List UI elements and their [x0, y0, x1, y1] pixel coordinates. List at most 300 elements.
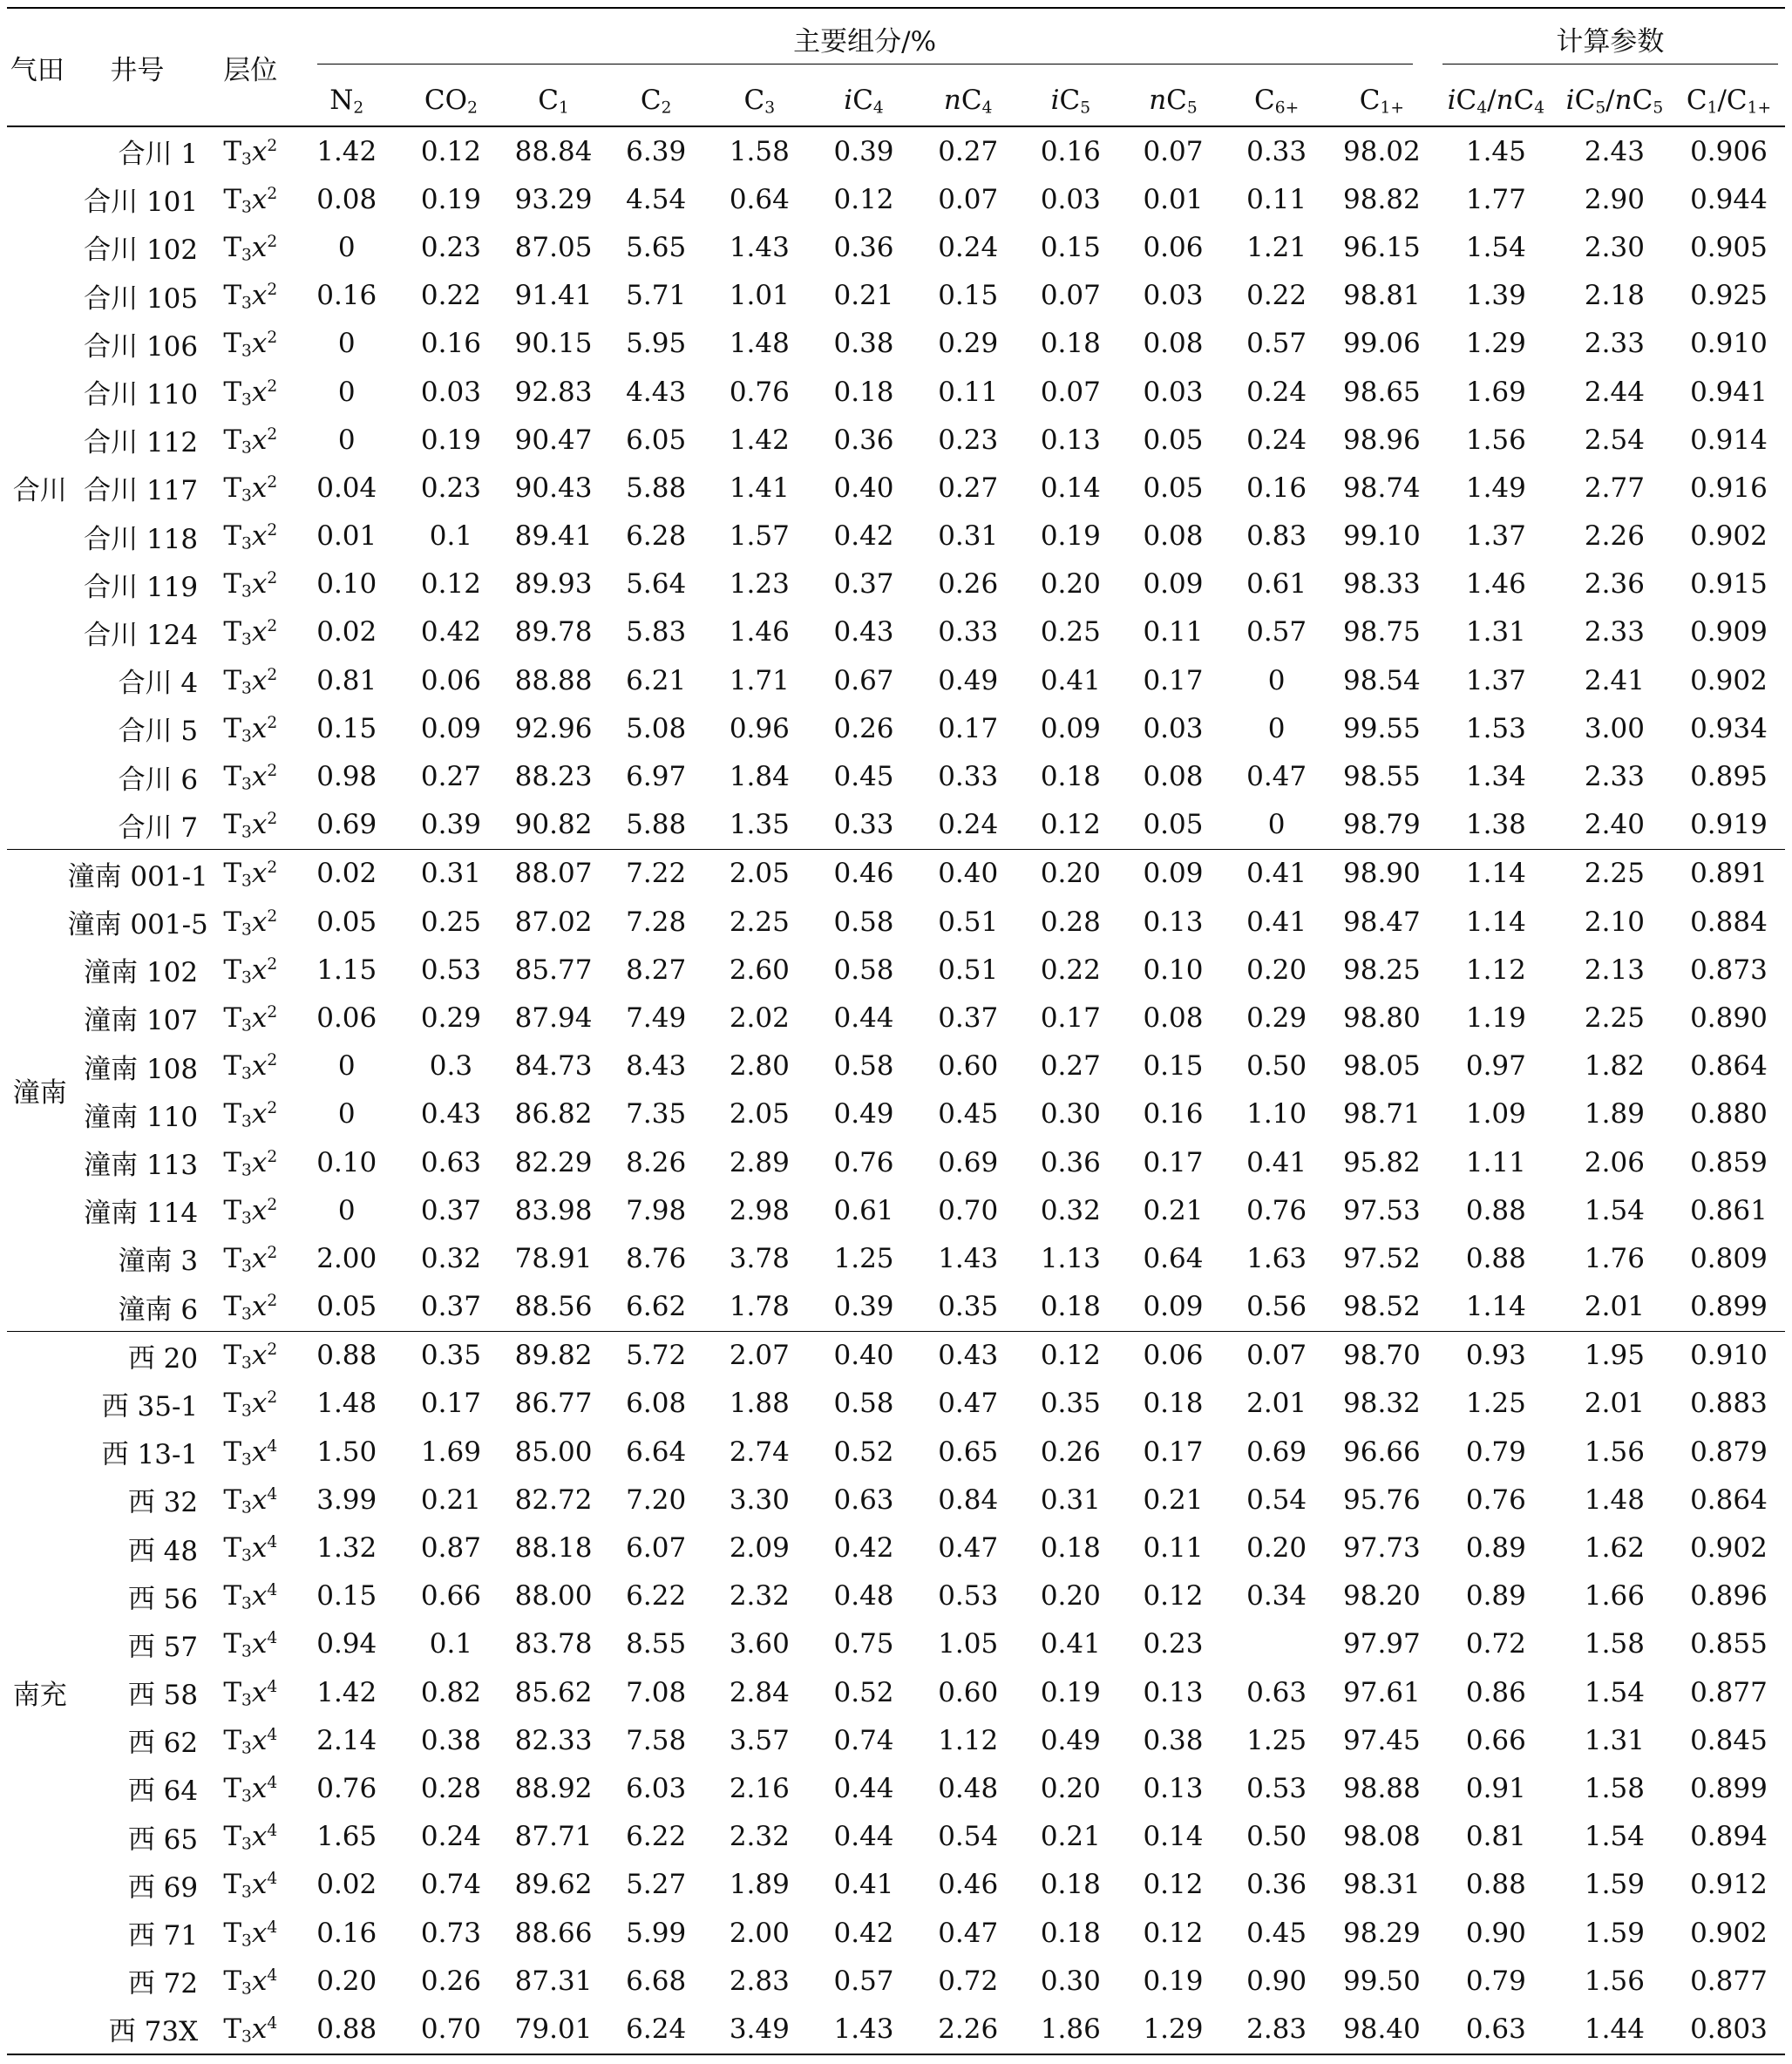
value-cell: 0 [1267, 664, 1286, 696]
value-cell: 8.26 [626, 1146, 687, 1178]
value-cell: 6.22 [626, 1821, 687, 1853]
value-cell: 0.69 [316, 809, 377, 841]
value-cell: 2.05 [729, 1098, 790, 1130]
value-cell: 0.33 [938, 761, 999, 793]
value-cell: 0.877 [1690, 1676, 1768, 1708]
well-id: 合川 105 [84, 282, 199, 315]
value-cell: 7.22 [604, 849, 708, 898]
value-cell: 0.873 [1690, 954, 1768, 986]
value-cell: 4.54 [626, 183, 687, 215]
value-cell: 0.05 [316, 1291, 377, 1323]
value-cell: 0.58 [833, 954, 894, 986]
value-cell: 0.57 [1246, 328, 1307, 360]
value-cell: 0.18 [1040, 1291, 1101, 1323]
value-cell: 2.00 [316, 1242, 377, 1274]
value-cell: 90.43 [514, 472, 593, 504]
layer-member-number: 2 [267, 377, 278, 396]
value-cell: 0.23 [1143, 1628, 1204, 1660]
value-cell: 92.83 [514, 376, 593, 408]
value-cell: 0.944 [1690, 183, 1768, 215]
value-cell: 0.09 [1143, 568, 1204, 601]
table-row [7, 704, 1785, 752]
value-cell: 98.47 [1343, 906, 1421, 938]
value-cell: 0.879 [1690, 1436, 1768, 1468]
value-cell: 0.20 [1040, 1772, 1101, 1804]
value-cell: 97.61 [1343, 1676, 1421, 1708]
value-cell: 87.05 [514, 231, 593, 263]
value-cell: 88.88 [514, 664, 593, 696]
table-row [7, 175, 1785, 223]
value-cell: 0.24 [938, 809, 999, 841]
value-cell: 2.10 [1584, 906, 1645, 938]
value-cell: 7.98 [626, 1194, 687, 1226]
layer-cell: $T_3x^2$ [223, 1291, 278, 1324]
value-cell: 5.95 [626, 328, 687, 360]
layer-cell: $T_3x^2$ [223, 376, 278, 410]
value-cell: 2.05 [708, 849, 811, 898]
well-id: 西 58 [127, 1680, 199, 1712]
calc-params-header [1436, 8, 1785, 75]
value-cell: 1.56 [1465, 424, 1526, 456]
value-cell: 0.12 [1040, 809, 1101, 841]
value-cell: 0.3 [429, 1050, 473, 1083]
layer-cell: $T_3x^2$ [223, 1001, 278, 1035]
value-cell: 8.76 [626, 1242, 687, 1274]
table-row [7, 801, 1785, 850]
value-cell: 0.65 [938, 1436, 999, 1468]
value-cell: 0.11 [1246, 183, 1307, 215]
value-cell: 0.86 [1465, 1676, 1526, 1708]
value-cell: 0.76 [729, 376, 790, 408]
value-cell: 0.15 [1143, 1050, 1204, 1083]
value-cell: 1.14 [1465, 906, 1526, 938]
value-cell: 2.00 [729, 1917, 790, 1949]
value-cell: 0.910 [1673, 1331, 1785, 1380]
value-cell: 0.13 [1040, 424, 1101, 456]
value-cell: 0.05 [1143, 472, 1204, 504]
layer-member-number: 2 [267, 281, 278, 299]
main-components-label: 主要组分/% [317, 19, 1413, 64]
value-cell: 0.37 [833, 568, 894, 601]
value-cell: 0.12 [1143, 1869, 1204, 1901]
value-cell: 0.17 [1143, 1146, 1204, 1178]
value-cell: 0.34 [1246, 1580, 1307, 1612]
value-cell: 2.07 [708, 1331, 811, 1380]
value-cell: 6.62 [626, 1291, 687, 1323]
well-id: 合川 106 [84, 330, 199, 363]
value-cell: 0.94 [316, 1628, 377, 1660]
value-cell: 0.60 [938, 1050, 999, 1083]
value-cell: 0.50 [1246, 1821, 1307, 1853]
value-cell: 2.26 [916, 2005, 1020, 2054]
well-id: 潼南 3 [118, 1246, 199, 1278]
value-cell: 0.64 [729, 183, 790, 215]
layer-cell: $T_3x^4$ [223, 1917, 278, 1951]
value-cell: 1.48 [729, 328, 790, 360]
value-cell: 0.26 [833, 712, 894, 744]
value-cell: 98.54 [1343, 664, 1421, 696]
value-cell: 0.05 [1143, 809, 1204, 841]
value-cell: 99.55 [1343, 712, 1421, 744]
col-co2: $CO_2$ [399, 75, 503, 126]
value-cell: 0.26 [420, 1965, 481, 1997]
value-cell: 1.95 [1557, 1331, 1673, 1380]
value-cell: 0.20 [1246, 1532, 1307, 1565]
value-cell: 0.07 [938, 183, 999, 215]
value-cell: 0.24 [1246, 424, 1307, 456]
layer-member-number: 2 [267, 424, 278, 444]
value-cell: 2.98 [729, 1194, 790, 1226]
value-cell: 0.23 [420, 472, 481, 504]
value-cell: 0.28 [420, 1772, 481, 1804]
value-cell: 98.25 [1343, 954, 1421, 986]
table-row [7, 1042, 1785, 1090]
layer-member-number: 4 [267, 1484, 278, 1504]
col-nc5: $nC_5$ [1122, 75, 1225, 126]
value-cell: 0.877 [1690, 1965, 1768, 1997]
value-cell: 0.17 [938, 712, 999, 744]
value-cell: 0.08 [1143, 1001, 1204, 1034]
value-cell: 98.32 [1343, 1388, 1421, 1420]
value-cell: 1.44 [1557, 2005, 1673, 2054]
value-cell: 0.896 [1690, 1580, 1768, 1612]
well-id: 西 57 [127, 1631, 199, 1663]
well-id: 潼南 110 [84, 1101, 199, 1133]
well-id: 西 71 [127, 1920, 199, 1952]
value-cell: 0.60 [938, 1676, 999, 1708]
value-cell: 6.39 [626, 135, 687, 167]
layer-cell: $T_3x^4$ [223, 1965, 278, 1999]
value-cell: 7.20 [626, 1484, 687, 1516]
value-cell: 0.58 [833, 906, 894, 938]
value-cell: 0.23 [938, 424, 999, 456]
col-ic5-nc5: $iC_5/nC_5$ [1557, 75, 1673, 126]
value-cell: 1.54 [1465, 231, 1526, 263]
value-cell: 0.05 [1143, 424, 1204, 456]
value-cell: 98.20 [1343, 1580, 1421, 1612]
value-cell: 1.11 [1465, 1146, 1526, 1178]
value-cell: 0.37 [420, 1291, 481, 1323]
value-cell: 0.902 [1690, 664, 1768, 696]
value-cell: 0.27 [938, 135, 999, 167]
value-cell: 0.41 [1246, 906, 1307, 938]
value-cell: 2.32 [729, 1821, 790, 1853]
value-cell: 2.26 [1584, 520, 1645, 553]
value-cell: 8.27 [626, 954, 687, 986]
layer-member-number: 2 [267, 1099, 278, 1118]
value-cell: 0.16 [1246, 472, 1307, 504]
value-cell: 6.68 [626, 1965, 687, 1997]
value-cell [1225, 1620, 1328, 1668]
value-cell: 0.21 [420, 1484, 481, 1516]
value-cell: 0.11 [1143, 616, 1204, 648]
value-cell: 0.864 [1690, 1050, 1768, 1083]
value-cell: 1.49 [1465, 472, 1526, 504]
value-cell: 6.07 [626, 1532, 687, 1565]
value-cell: 85.00 [514, 1436, 593, 1468]
value-cell: 1.19 [1465, 1001, 1526, 1034]
value-cell: 0.912 [1690, 1869, 1768, 1901]
value-cell: 0.16 [316, 1917, 377, 1949]
value-cell: 1.43 [729, 231, 790, 263]
value-cell: 0.46 [811, 849, 917, 898]
table-row [7, 1234, 1785, 1282]
value-cell: 1.71 [729, 664, 790, 696]
value-cell: 0.40 [833, 472, 894, 504]
well-id: 潼南 108 [84, 1053, 199, 1085]
gas-field-name: 合川 [12, 475, 67, 507]
value-cell: 98.82 [1343, 183, 1421, 215]
well-id: 西 13-1 [101, 1439, 199, 1471]
value-cell: 0.66 [420, 1580, 481, 1612]
value-cell: 0.74 [420, 1869, 481, 1901]
layer-cell: $T_3x^2$ [223, 1194, 278, 1228]
col-c1plus: $C_{1+}$ [1328, 75, 1436, 126]
value-cell: 98.05 [1343, 1050, 1421, 1083]
layer-cell: $T_3x^2$ [223, 761, 278, 794]
value-cell: 98.79 [1343, 809, 1421, 841]
value-cell: 87.94 [514, 1001, 593, 1034]
value-cell: 0.67 [833, 664, 894, 696]
value-cell: 98.29 [1343, 1917, 1421, 1949]
layer-member-number: 2 [267, 1195, 278, 1214]
value-cell: 0.21 [1143, 1484, 1204, 1516]
value-cell: 0.45 [938, 1098, 999, 1130]
value-cell: 1.13 [1040, 1242, 1101, 1274]
layer-member-number: 4 [267, 1725, 278, 1744]
layer-member-number: 4 [267, 1918, 278, 1937]
value-cell: 2.13 [1584, 954, 1645, 986]
layer-member-number: 4 [267, 1870, 278, 1889]
value-cell: 0.35 [399, 1331, 503, 1380]
value-cell: 1.42 [729, 424, 790, 456]
table-row [7, 1090, 1785, 1138]
value-cell: 0.03 [1143, 712, 1204, 744]
value-cell: 1.77 [1465, 183, 1526, 215]
value-cell: 0.44 [833, 1821, 894, 1853]
value-cell: 90.47 [514, 424, 593, 456]
value-cell: 0.83 [1246, 520, 1307, 553]
value-cell: 0.919 [1690, 809, 1768, 841]
value-cell: 0.07 [1143, 135, 1204, 167]
value-cell: 84.73 [514, 1050, 593, 1083]
value-cell: 0.910 [1690, 328, 1768, 360]
value-cell: 0.52 [833, 1676, 894, 1708]
value-cell: 1.37 [1465, 520, 1526, 553]
value-cell: 0.12 [420, 568, 481, 601]
value-cell: 0.31 [938, 520, 999, 553]
table-row [7, 1620, 1785, 1668]
value-cell: 0.19 [1040, 1676, 1101, 1708]
value-cell: 0.39 [833, 135, 894, 167]
value-cell: 0.26 [1040, 1436, 1101, 1468]
field-header: 气田 [7, 8, 68, 126]
value-cell: 1.39 [1465, 280, 1526, 312]
layer-member-number: 2 [267, 906, 278, 926]
value-cell: 0.895 [1690, 761, 1768, 793]
value-cell: 0.18 [1040, 1869, 1101, 1901]
layer-cell: $T_3x^4$ [207, 2005, 294, 2054]
value-cell: 98.02 [1343, 135, 1421, 167]
value-cell: 99.06 [1343, 328, 1421, 360]
layer-cell: $T_3x^2$ [223, 1098, 278, 1131]
value-cell: 1.25 [1246, 1724, 1307, 1756]
value-cell: 2.41 [1584, 664, 1645, 696]
value-cell: 0.12 [420, 135, 481, 167]
value-cell: 2.09 [729, 1532, 790, 1565]
value-cell: 1.88 [729, 1388, 790, 1420]
value-cell: 0.03 [1040, 183, 1101, 215]
value-cell: 2.33 [1584, 616, 1645, 648]
value-cell: 0.884 [1690, 906, 1768, 938]
value-cell: 98.88 [1343, 1772, 1421, 1804]
table-row [7, 560, 1785, 608]
layer-cell: $T_3x^2$ [223, 328, 278, 361]
value-cell: 0.56 [1246, 1291, 1307, 1323]
layer-cell: $T_3x^4$ [223, 1580, 278, 1613]
value-cell: 0.90 [1246, 1965, 1307, 1997]
value-cell: 89.41 [514, 520, 593, 553]
col-c1: $C_1$ [503, 75, 605, 126]
value-cell: 1.50 [316, 1436, 377, 1468]
value-cell: 1.31 [1465, 616, 1526, 648]
value-cell: 0.925 [1690, 280, 1768, 312]
table-row [7, 464, 1785, 512]
value-cell: 88.18 [514, 1532, 593, 1565]
value-cell: 0.44 [833, 1001, 894, 1034]
value-cell: 1.29 [1122, 2005, 1225, 2054]
value-cell: 1.14 [1436, 849, 1557, 898]
value-cell: 0.76 [833, 1146, 894, 1178]
value-cell: 0.50 [1246, 1050, 1307, 1083]
value-cell: 1.31 [1584, 1724, 1645, 1756]
col-c2: $C_2$ [604, 75, 708, 126]
value-cell: 0 [337, 231, 356, 263]
value-cell: 0.98 [316, 761, 377, 793]
well-id: 合川 102 [84, 234, 199, 267]
value-cell: 0.93 [1436, 1331, 1557, 1380]
value-cell: 0.97 [1465, 1050, 1526, 1083]
value-cell: 87.31 [514, 1965, 593, 1997]
value-cell: 86.82 [514, 1098, 593, 1130]
value-cell: 1.56 [1584, 1436, 1645, 1468]
layer-cell: $T_3x^2$ [223, 1388, 278, 1422]
value-cell: 1.25 [1465, 1388, 1526, 1420]
value-cell: 0.79 [1465, 1436, 1526, 1468]
value-cell: 0.69 [938, 1146, 999, 1178]
value-cell: 0.894 [1690, 1821, 1768, 1853]
value-cell: 0.38 [420, 1724, 481, 1756]
value-cell: 0 [337, 424, 356, 456]
value-cell: 0.96 [729, 712, 790, 744]
value-cell: 0.41 [1225, 849, 1328, 898]
well-id: 合川 117 [84, 475, 199, 507]
gas-field-name: 潼南 [7, 849, 68, 1331]
value-cell: 79.01 [503, 2005, 605, 2054]
value-cell: 0.18 [1040, 1917, 1101, 1949]
value-cell: 0.33 [1246, 135, 1307, 167]
value-cell: 0.06 [1143, 231, 1204, 263]
table-header [7, 8, 1785, 126]
value-cell: 1.32 [316, 1532, 377, 1565]
value-cell: 2.54 [1584, 424, 1645, 456]
value-cell: 2.89 [729, 1146, 790, 1178]
value-cell: 0.21 [833, 280, 894, 312]
value-cell: 2.40 [1584, 809, 1645, 841]
layer-cell: $T_3x^2$ [223, 616, 278, 650]
value-cell: 0.88 [1465, 1869, 1526, 1901]
value-cell: 82.29 [514, 1146, 593, 1178]
value-cell: 0.26 [938, 568, 999, 601]
value-cell: 5.08 [626, 712, 687, 744]
value-cell: 98.96 [1343, 424, 1421, 456]
layer-member-number: 2 [267, 1002, 278, 1022]
value-cell: 0.53 [420, 954, 481, 986]
value-cell: 87.71 [514, 1821, 593, 1853]
col-ic4-nc4: $iC_4/nC_4$ [1436, 75, 1557, 126]
value-cell: 0.19 [1143, 1965, 1204, 1997]
table-row [7, 1524, 1785, 1572]
value-cell: 0.864 [1690, 1484, 1768, 1516]
col-c3: $C_3$ [708, 75, 811, 126]
layer-member-number: 4 [267, 1581, 278, 1600]
value-cell: 1.58 [1584, 1772, 1645, 1804]
value-cell: 1.65 [316, 1821, 377, 1853]
table-row [7, 752, 1785, 800]
layer-member-number: 2 [267, 713, 278, 732]
value-cell: 0.49 [833, 1098, 894, 1130]
value-cell: 2.36 [1584, 568, 1645, 601]
value-cell: 0.36 [1040, 1146, 1101, 1178]
value-cell: 0.880 [1690, 1098, 1768, 1130]
layer-cell: $T_3x^2$ [223, 424, 278, 458]
value-cell: 0.37 [938, 1001, 999, 1034]
layer-cell: $T_3x^4$ [223, 1869, 278, 1902]
value-cell: 0.23 [420, 231, 481, 263]
layer-cell: $T_3x^2$ [223, 520, 278, 553]
value-cell: 0.49 [938, 664, 999, 696]
value-cell: 2.01 [1584, 1388, 1645, 1420]
value-cell: 0.08 [1143, 520, 1204, 553]
table-row [7, 994, 1785, 1042]
value-cell: 0.07 [1040, 376, 1101, 408]
value-cell: 0.29 [1246, 1001, 1307, 1034]
value-cell: 2.90 [1584, 183, 1645, 215]
value-cell: 0.11 [1143, 1532, 1204, 1565]
value-cell: 0.90 [1465, 1917, 1526, 1949]
value-cell: 1.34 [1465, 761, 1526, 793]
value-cell: 0.06 [316, 1001, 377, 1034]
value-cell: 1.38 [1465, 809, 1526, 841]
value-cell: 0.905 [1690, 231, 1768, 263]
value-cell: 0.63 [833, 1484, 894, 1516]
calc-params-label: 计算参数 [1442, 19, 1778, 64]
layer-cell: $T_3x^2$ [223, 135, 278, 169]
table-row [7, 1957, 1785, 2005]
value-cell: 0.18 [833, 376, 894, 408]
table-row [7, 1764, 1785, 1812]
table-row [7, 223, 1785, 271]
value-cell: 0.20 [1020, 849, 1122, 898]
value-cell: 97.97 [1343, 1628, 1421, 1660]
value-cell: 98.40 [1328, 2005, 1436, 2054]
value-cell: 0.57 [833, 1965, 894, 1997]
well-id: 合川 6 [118, 764, 199, 796]
value-cell: 0.15 [938, 280, 999, 312]
value-cell: 98.81 [1343, 280, 1421, 312]
value-cell: 0.28 [1040, 906, 1101, 938]
value-cell: 0.08 [1143, 328, 1204, 360]
